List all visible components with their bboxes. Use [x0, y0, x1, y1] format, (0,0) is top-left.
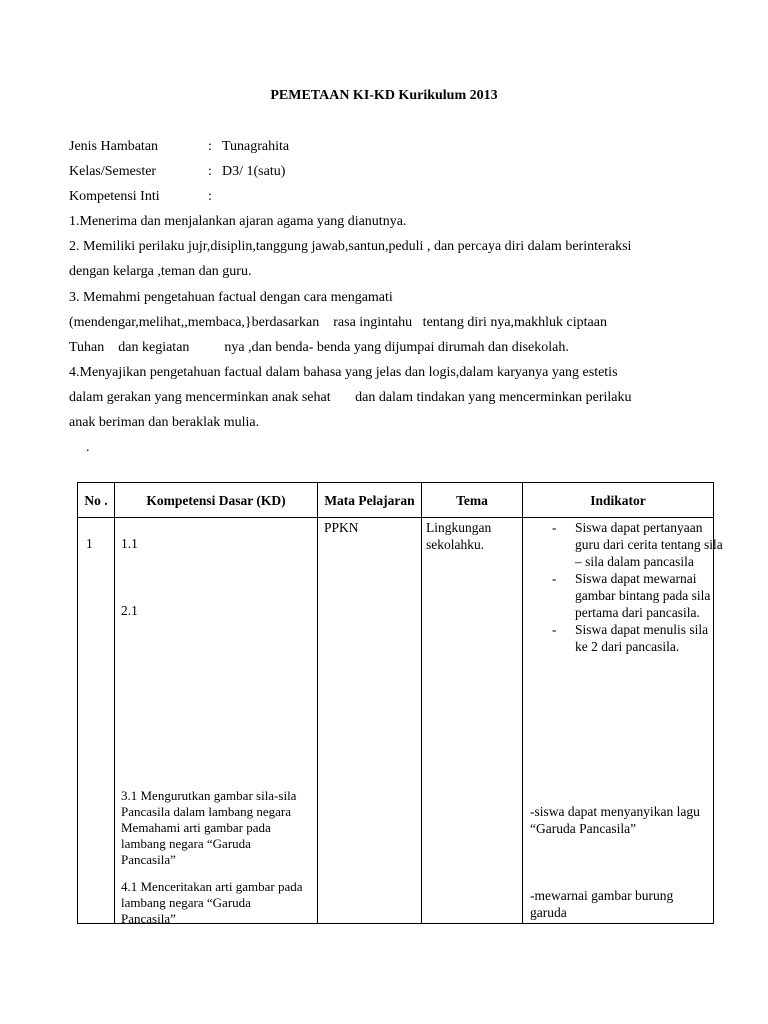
table-header-row — [78, 483, 714, 518]
meta-value-jenis-hambatan: Tunagrahita — [222, 139, 290, 154]
ki-line: 2. Memiliki perilaku jujr,disiplin,tanggung jawab,santun,peduli , dan percaya diri dalam berinteraksi — [69, 239, 632, 254]
list-item — [523, 570, 723, 621]
list-item — [523, 519, 723, 570]
meta-label-kompetensi-inti: Kompetensi Inti — [69, 189, 160, 204]
header-kompetensi-dasar: Kompetensi Dasar (KD) — [115, 483, 318, 518]
meta-sep: : — [208, 164, 212, 179]
kd-mapping-table — [77, 482, 723, 926]
row-number: 1 — [86, 536, 93, 551]
indikator-text: Siswa dapat pertanyaan guru dari cerita tentang sila – sila dalam pancasila — [575, 520, 723, 569]
cell-tema — [422, 518, 523, 924]
meta-label-jenis-hambatan: Jenis Hambatan — [69, 139, 159, 154]
list-dash: - — [552, 520, 557, 535]
indikator-4: -mewarnai gambar burung garuda — [530, 888, 674, 920]
ki-line: dengan kelarga ,teman dan guru. — [69, 264, 252, 279]
ki-line: 3. Memahmi pengetahuan factual dengan cara mengamati — [69, 290, 393, 305]
header-mata-pelajaran: Mata Pelajaran — [318, 483, 422, 518]
list-item — [523, 621, 723, 655]
meta-value-kelas-semester: D3/ 1(satu) — [222, 164, 286, 179]
indikator-text: Siswa dapat mewarnai gambar bintang pada sila pertama dari pancasila. — [575, 571, 711, 620]
ki-line: (mendengar,melihat,,membaca,}berdasarkan rasa ingintahu tentang diri nya,makhluk ciptaan — [69, 315, 607, 330]
stray-dot: . — [86, 440, 90, 455]
ki-line: anak beriman dan beraklak mulia. — [69, 415, 260, 430]
cell-no — [78, 518, 115, 924]
table-row — [78, 518, 714, 924]
kd-4-1: 4.1 Menceritakan arti gambar pada lambang negara “Garuda Pancasila” — [121, 879, 303, 926]
ki-line: dalam gerakan yang mencerminkan anak sehat dan dalam tindakan yang mencerminkan perilaku — [69, 390, 632, 405]
meta-sep: : — [208, 139, 212, 154]
document-title: PEMETAAN KI-KD Kurikulum 2013 — [270, 88, 498, 103]
header-no: No . — [78, 483, 115, 518]
list-dash: - — [552, 622, 557, 637]
indikator-list — [523, 519, 723, 655]
header-tema: Tema — [422, 483, 523, 518]
cell-mata-pelajaran — [318, 518, 422, 924]
ki-line: 4.Menyajikan pengetahuan factual dalam bahasa yang jelas dan logis,dalam karyanya yang estetis — [69, 365, 618, 380]
cell-kompetensi-dasar — [115, 518, 318, 924]
kd-1-1: 1.1 — [121, 536, 138, 551]
meta-label-kelas-semester: Kelas/Semester — [69, 164, 157, 179]
indikator-3: -siswa dapat menyanyikan lagu “Garuda Pancasila” — [530, 804, 700, 836]
meta-sep: : — [208, 189, 212, 204]
kd-2-1: 2.1 — [121, 603, 138, 618]
indikator-text: Siswa dapat menulis sila ke 2 dari pancasila. — [575, 622, 709, 654]
header-indikator: Indikator — [523, 483, 714, 518]
list-dash: - — [552, 571, 557, 586]
tema-value: Lingkungan sekolahku. — [426, 520, 492, 552]
cell-indikator — [523, 518, 723, 924]
mapel-value: PPKN — [324, 520, 359, 535]
ki-line: Tuhan dan kegiatan nya ,dan benda- benda yang dijumpai dirumah dan disekolah. — [69, 340, 569, 355]
ki-line: 1.Menerima dan menjalankan ajaran agama yang dianutnya. — [69, 214, 407, 229]
kd-3-1: 3.1 Mengurutkan gambar sila-sila Pancasila dalam lambang negara Memahami arti gambar pada lambang negara “Garuda Pancasila” — [121, 788, 297, 867]
